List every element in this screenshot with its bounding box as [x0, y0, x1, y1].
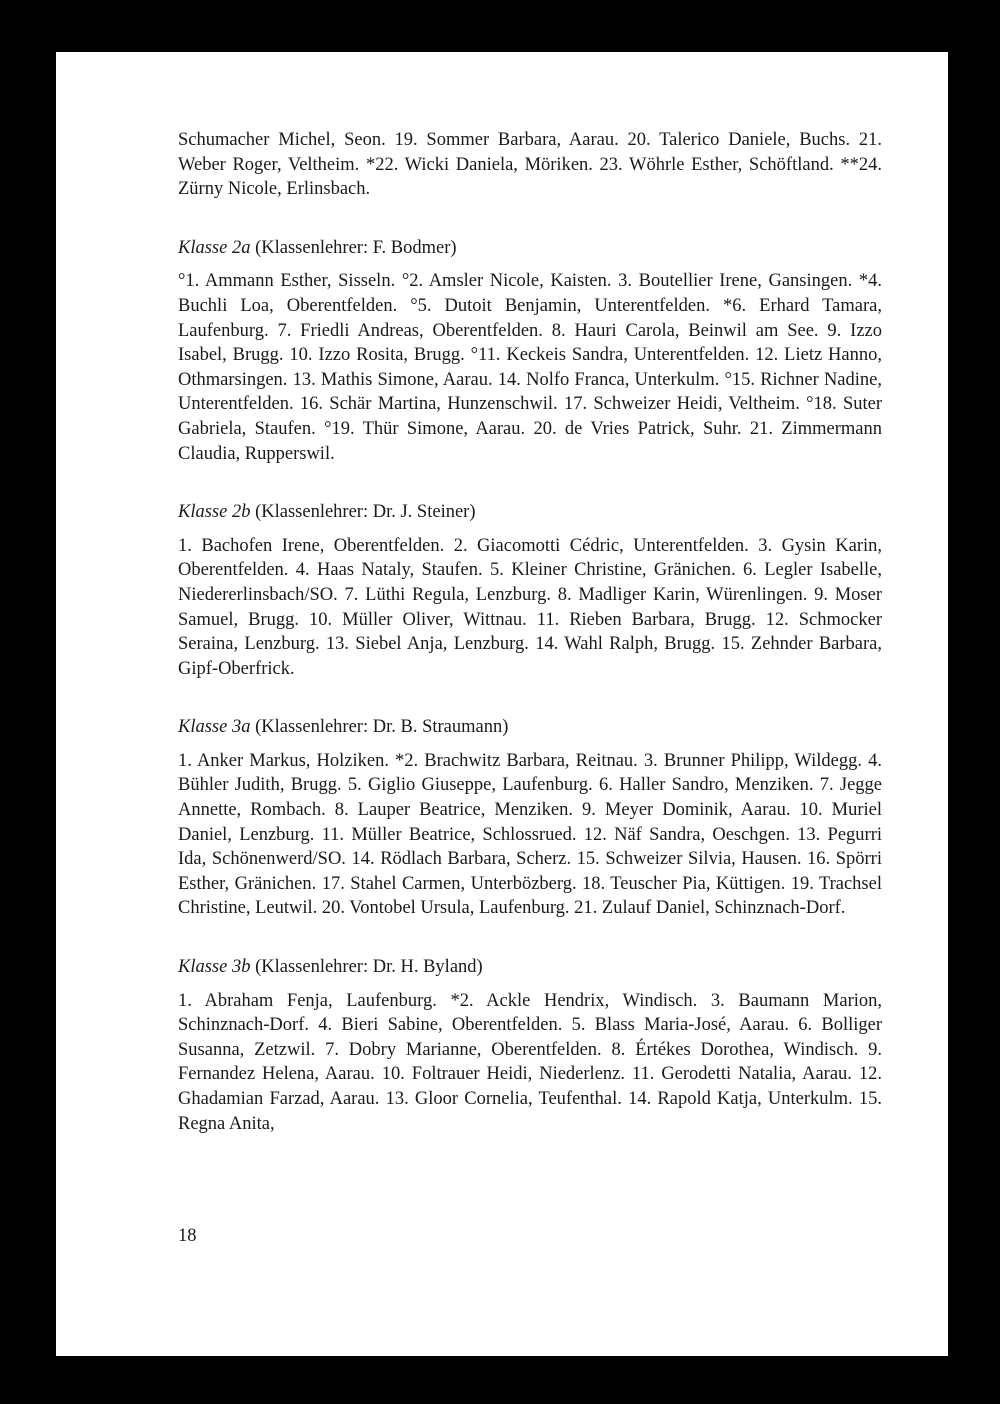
- class-teacher: (Klassenlehrer: Dr. H. Byland): [255, 957, 483, 978]
- class-name: Klasse 3a: [178, 717, 251, 738]
- class-heading: [178, 500, 882, 525]
- student-list: °1. Ammann Esther, Sisseln. °2. Amsler Nicole, Kaisten. 3. Boutellier Irene, Gansingen. *4. Buchli Loa, Oberentfelden. °5. Dutoit Benjamin, Unterentfelden. *6. Erhard Tamara, Laufenburg. 7. Friedli Andreas, Oberentfelden. 8. Hauri Carola, Beinwil am See. 9. Izzo Isabel, Brugg. 10. Izzo Rosita, Brugg. °11. Keckeis Sandra, Unterentfelden. 12. Lietz Hanno, Othmarsingen. 13. Mathis Simone, Aarau. 14. Nolfo Franca, Unterkulm. °15. Richner Nadine, Unterentfelden. 16. Schär Martina, Hunzenschwil. 17. Schweizer Heidi, Veltheim. °18. Suter Gabriela, Staufen. °19. Thür Simone, Aarau. 20. de Vries Patrick, Suhr. 21. Zimmermann Claudia, Rupperswil.: [178, 271, 882, 464]
- page-sheet: [56, 52, 948, 1356]
- page-number: 18: [178, 1226, 197, 1246]
- class-teacher: (Klassenlehrer: Dr. J. Steiner): [255, 502, 476, 523]
- class-section-3b: [178, 955, 882, 1136]
- student-list: 1. Bachofen Irene, Oberentfelden. 2. Giacomotti Cédric, Unterentfelden. 3. Gysin Karin, Oberentfelden. 4. Haas Nataly, Staufen. 5. Kleiner Christine, Gränichen. 6. Legler Isabelle, Niedererlinsbach/SO. 7. Lüthi Regula, Lenzburg. 8. Madliger Karin, Würenlingen. 9. Moser Samuel, Brugg. 10. Müller Oliver, Wittnau. 11. Rieben Barbara, Brugg. 12. Schmocker Seraina, Lenzburg. 13. Siebel Anja, Lenzburg. 14. Wahl Ralph, Brugg. 15. Zehnder Barbara, Gipf-Oberfrick.: [178, 535, 882, 679]
- class-section-2a: [178, 236, 882, 466]
- class-section-3a: [178, 715, 882, 921]
- class-name: Klasse 2a: [178, 237, 251, 258]
- class-section-2b: [178, 500, 882, 681]
- class-name: Klasse 3b: [178, 957, 251, 978]
- intro-paragraph: Schumacher Michel, Seon. 19. Sommer Barbara, Aarau. 20. Talerico Daniele, Buchs. 21. Weber Roger, Veltheim. *22. Wicki Daniela, Möriken. 23. Wöhrle Esther, Schöftland. **24. Zürny Nicole, Erlinsbach.: [178, 130, 882, 200]
- class-heading: [178, 955, 882, 980]
- student-list: 1. Anker Markus, Holziken. *2. Brachwitz Barbara, Reitnau. 3. Brunner Philipp, Wildegg. 4. Bühler Judith, Brugg. 5. Giglio Giuseppe, Laufenburg. 6. Haller Sandro, Menziken. 7. Jegge Annette, Rombach. 8. Lauper Beatrice, Menziken. 9. Meyer Dominik, Aarau. 10. Muriel Daniel, Lenzburg. 11. Müller Beatrice, Schlossrued. 12. Näf Sandra, Oeschgen. 13. Pegurri Ida, Schönenwerd/SO. 14. Rödlach Barbara, Scherz. 15. Schweizer Silvia, Hausen. 16. Spörri Esther, Gränichen. 17. Stahel Carmen, Unterbözberg. 18. Teuscher Pia, Küttigen. 19. Trachsel Christine, Leutwil. 20. Vontobel Ursula, Laufenburg. 21. Zulauf Daniel, Schinznach-Dorf.: [178, 750, 882, 919]
- class-teacher: (Klassenlehrer: F. Bodmer): [255, 237, 457, 258]
- class-heading: [178, 236, 882, 261]
- class-heading: [178, 715, 882, 740]
- class-name: Klasse 2b: [178, 502, 251, 523]
- class-teacher: (Klassenlehrer: Dr. B. Straumann): [255, 717, 509, 738]
- document-body: [178, 128, 882, 1170]
- student-list: 1. Abraham Fenja, Laufenburg. *2. Ackle Hendrix, Windisch. 3. Baumann Marion, Schinznach-Dorf. 4. Bieri Sabine, Oberentfelden. 5. Blass Maria-José, Aarau. 6. Bolliger Susanna, Zetzwil. 7. Dobry Marianne, Oberentfelden. 8. Értékes Dorothea, Windisch. 9. Fernandez Helena, Aarau. 10. Foltrauer Heidi, Niederlenz. 11. Gerodetti Natalia, Aarau. 12. Ghadamian Farzad, Aarau. 13. Gloor Cornelia, Teufenthal. 14. Rapold Katja, Unterkulm. 15. Regna Anita,: [178, 990, 882, 1134]
